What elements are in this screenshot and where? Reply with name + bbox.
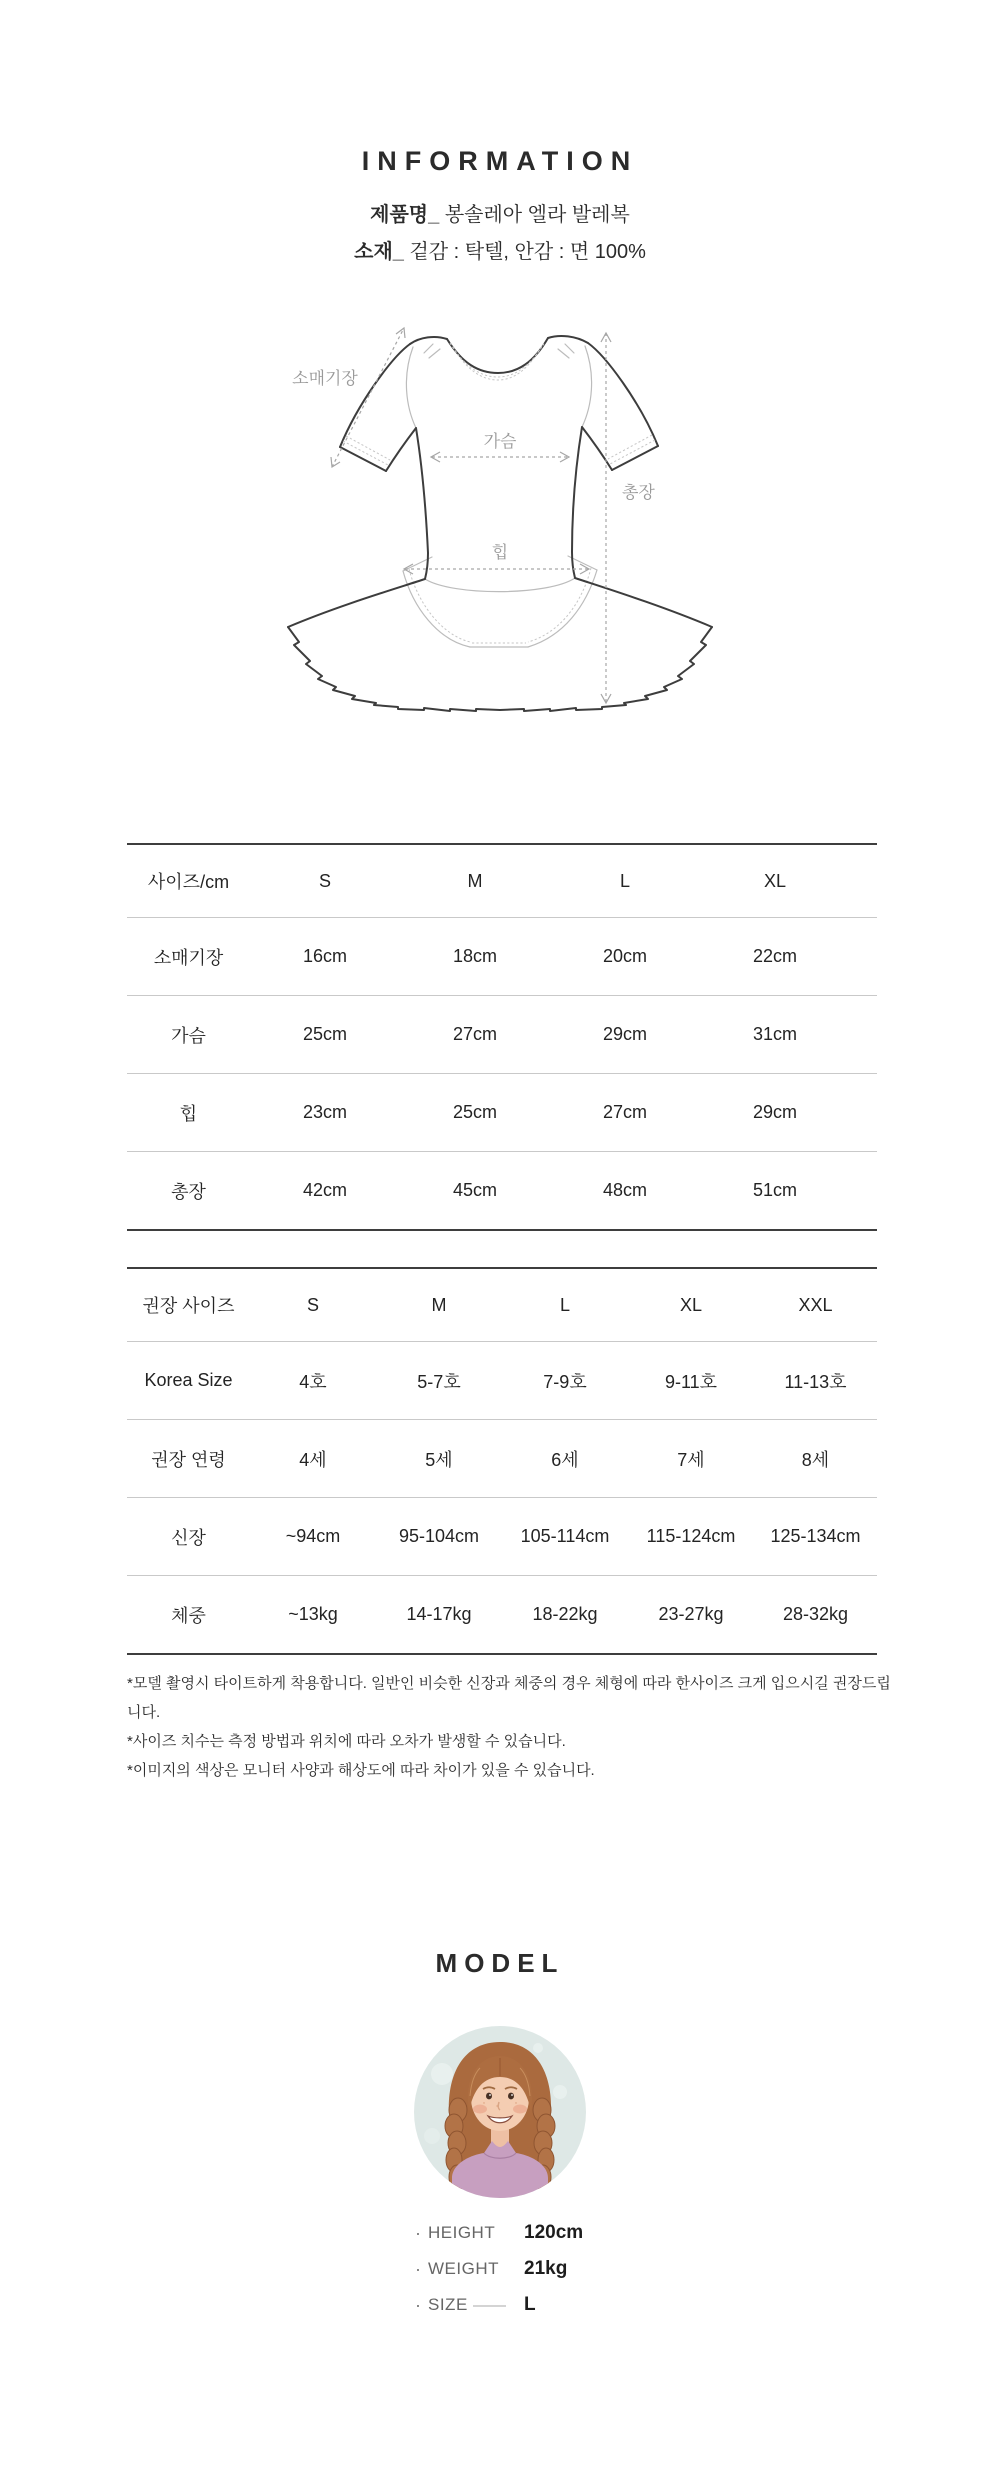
sleeve-right-inner xyxy=(582,427,612,470)
product-name-value: 봉솔레아 엘라 발레복 xyxy=(444,204,630,226)
eye xyxy=(486,2093,492,2100)
gathers-right xyxy=(558,344,574,358)
row-label: 소매기장 xyxy=(127,918,250,996)
size-diagram xyxy=(0,295,1000,735)
cell: ~94cm xyxy=(250,1498,376,1576)
table-row xyxy=(127,1420,877,1498)
filler-cell xyxy=(850,918,877,996)
cell: 95-104cm xyxy=(376,1498,502,1576)
row-label: 힙 xyxy=(127,1074,250,1152)
skirt-right xyxy=(575,578,712,627)
table-row xyxy=(127,996,877,1074)
cell: 20cm xyxy=(550,918,700,996)
model-height-row xyxy=(415,2220,583,2246)
cell: 125-134cm xyxy=(754,1498,877,1576)
cell: 7세 xyxy=(628,1420,754,1498)
model-height-value: 120cm xyxy=(524,2222,584,2243)
bullet: · xyxy=(415,2222,421,2243)
shoulder-right xyxy=(548,336,588,343)
cell: 42cm xyxy=(250,1152,400,1231)
fit-table xyxy=(127,1267,877,1655)
page-title: INFORMATION xyxy=(361,146,639,176)
sleeve-right-cuff xyxy=(612,446,658,470)
cell: 28-32kg xyxy=(754,1576,877,1655)
cell: 25cm xyxy=(400,1074,550,1152)
table-row xyxy=(127,1074,877,1152)
cell: 4호 xyxy=(250,1342,376,1420)
cell: 29cm xyxy=(550,996,700,1074)
skirt-waist-seam xyxy=(425,578,575,592)
material-value: 겉감 : 탁텔, 안감 : 면 100% xyxy=(409,241,646,263)
sleeve-left-cuff-stitch-2 xyxy=(346,436,390,460)
size-table-header-cell: S xyxy=(318,870,331,891)
row-label: 신장 xyxy=(127,1498,250,1576)
size-table-header-cell: M xyxy=(467,870,483,891)
freckle xyxy=(496,2105,497,2106)
armhole-left xyxy=(406,347,416,428)
fit-table-header-cell: XL xyxy=(679,1294,703,1315)
cell: 115-124cm xyxy=(628,1498,754,1576)
model-photo xyxy=(414,2026,586,2198)
cell: 51cm xyxy=(700,1152,850,1231)
cell: 6세 xyxy=(502,1420,628,1498)
cell: 23cm xyxy=(250,1074,400,1152)
material-label: 소재_ xyxy=(354,241,404,263)
cheek xyxy=(473,2105,487,2114)
cell: 18cm xyxy=(400,918,550,996)
cell: 9-11호 xyxy=(628,1342,754,1420)
cell: 4세 xyxy=(250,1420,376,1498)
footnote-line: *사이즈 치수는 측정 방법과 위치에 따라 오차가 발생할 수 있습니다. xyxy=(127,1733,566,1750)
cell: 5세 xyxy=(376,1420,502,1498)
table-row xyxy=(127,1576,877,1655)
row-label: 체중 xyxy=(127,1576,250,1655)
size-table-header-cell: 사이즈/cm xyxy=(147,872,230,892)
table-row xyxy=(127,1498,877,1576)
row-label: 권장 연령 xyxy=(127,1420,250,1498)
row-label: Korea Size xyxy=(127,1342,250,1420)
hip-label: 힙 xyxy=(491,543,509,562)
table-row xyxy=(127,1342,877,1420)
model-size-value: L xyxy=(524,2294,536,2315)
model-weight-row xyxy=(415,2256,567,2282)
size-table-header-cell: XL xyxy=(763,870,787,891)
cell: 11-13호 xyxy=(754,1342,877,1420)
cell: 27cm xyxy=(400,996,550,1074)
model-size-row xyxy=(415,2292,536,2318)
footnotes xyxy=(127,1669,897,1785)
row-label: 총장 xyxy=(127,1152,250,1231)
armhole-right xyxy=(582,346,592,427)
fit-table-header xyxy=(127,1268,877,1342)
bodice-left xyxy=(416,428,428,579)
bullet: · xyxy=(415,2258,421,2279)
cell: 5-7호 xyxy=(376,1342,502,1420)
fit-table-header-cell: XXL xyxy=(798,1294,833,1315)
cheek xyxy=(513,2105,527,2114)
cell: 16cm xyxy=(250,918,400,996)
cell: 27cm xyxy=(550,1074,700,1152)
neckline xyxy=(447,338,548,373)
cell: 105-114cm xyxy=(502,1498,628,1576)
sleeve-right-outer xyxy=(588,343,658,446)
bodice-right xyxy=(572,427,582,578)
row-label: 가슴 xyxy=(127,996,250,1074)
filler-cell xyxy=(850,1074,877,1152)
cell: 25cm xyxy=(250,996,400,1074)
model-title: MODEL xyxy=(435,1948,565,1978)
product-name-line xyxy=(0,198,1000,227)
cell: 31cm xyxy=(700,996,850,1074)
bokeh xyxy=(553,2085,567,2099)
shoulder-left xyxy=(410,337,447,344)
bokeh xyxy=(533,2043,543,2053)
eye-glint xyxy=(489,2094,491,2096)
product-name-label: 제품명_ xyxy=(370,204,440,226)
table-row xyxy=(127,918,877,996)
sleeve-right-cuff-stitch-2 xyxy=(608,435,652,459)
length-label: 총장 xyxy=(622,483,655,502)
gathers-left xyxy=(424,344,440,358)
cell: 8세 xyxy=(754,1420,877,1498)
model-height-label: HEIGHT xyxy=(428,2223,496,2242)
sleeve-arrow xyxy=(332,328,404,467)
cell: 14-17kg xyxy=(376,1576,502,1655)
freckle xyxy=(515,2102,516,2103)
fit-table-header-cell: S xyxy=(306,1294,319,1315)
filler-cell xyxy=(850,996,877,1074)
footnote-line: *이미지의 색상은 모니터 사양과 해상도에 따라 차이가 있을 수 있습니다. xyxy=(127,1762,595,1779)
model-weight-label: WEIGHT xyxy=(428,2259,499,2278)
eye-glint xyxy=(511,2094,513,2096)
material-line xyxy=(0,235,1000,264)
size-table xyxy=(127,843,877,1231)
cell: 23-27kg xyxy=(628,1576,754,1655)
cell: 18-22kg xyxy=(502,1576,628,1655)
eye xyxy=(508,2093,514,2100)
size-table-header-cell: L xyxy=(619,870,630,891)
bullet: · xyxy=(415,2294,421,2315)
sleeve-left-outer xyxy=(340,344,410,447)
fit-table-header-cell: 권장 사이즈 xyxy=(142,1296,235,1316)
cell: 7-9호 xyxy=(502,1342,628,1420)
cell: ~13kg xyxy=(250,1576,376,1655)
cell: 29cm xyxy=(700,1074,850,1152)
filler-cell xyxy=(850,1152,877,1231)
chest-label: 가슴 xyxy=(483,432,517,451)
footnote-line: *모델 촬영시 타이트하게 착용합니다. 일반인 비슷한 신장과 체중의 경우 체형에 따라 한사이즈 크게 입으시길 권장드립니다. xyxy=(127,1675,891,1721)
skirt-hem-left xyxy=(288,627,500,711)
freckle xyxy=(483,2102,484,2103)
filler-cell xyxy=(850,844,877,918)
cell: 22cm xyxy=(700,918,850,996)
bokeh xyxy=(424,2128,440,2144)
fit-table-header-cell: M xyxy=(431,1294,447,1315)
skirt-left xyxy=(288,579,425,627)
cell: 45cm xyxy=(400,1152,550,1231)
size-divider-line xyxy=(473,2305,506,2307)
sleeve-label: 소매기장 xyxy=(292,369,358,388)
bokeh xyxy=(431,2063,453,2085)
sleeve-left-cuff xyxy=(340,447,386,471)
cell: 48cm xyxy=(550,1152,700,1231)
model-size-label: SIZE xyxy=(428,2295,468,2314)
model-weight-value: 21kg xyxy=(524,2258,568,2279)
fit-table-header-cell: L xyxy=(559,1294,570,1315)
table-row xyxy=(127,1152,877,1231)
sleeve-left-inner xyxy=(386,428,416,471)
size-table-header xyxy=(127,844,877,918)
